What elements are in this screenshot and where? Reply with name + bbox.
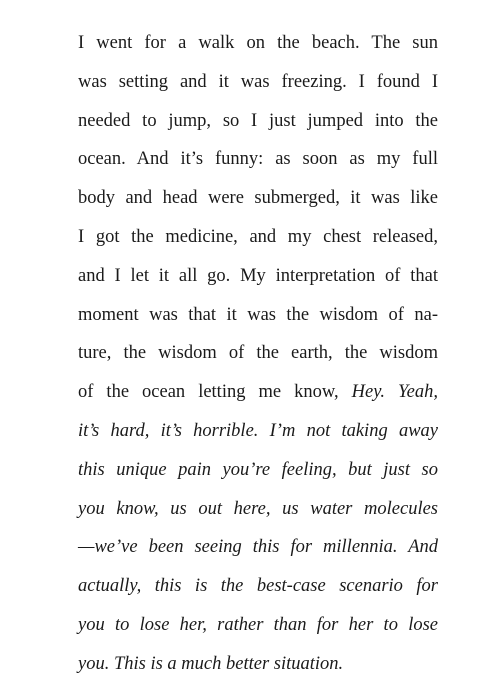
text-line	[78, 334, 438, 373]
roman-text: ture, the wisdom of the earth, the wisdom	[78, 343, 438, 364]
italic-text: actually, this is the best-case scenario for	[78, 576, 438, 597]
text-line	[78, 218, 438, 257]
italic-text: —we’ve been seeing this for millennia. And	[78, 537, 438, 558]
italic-text: you to lose her, rather than for her to lose	[78, 614, 438, 635]
text-line	[78, 606, 438, 645]
roman-text: I got the medicine, and my chest released,	[78, 226, 438, 247]
roman-text: needed to jump, so I just jumped into the	[78, 110, 438, 131]
text-line	[78, 257, 438, 296]
roman-text: moment was that it was the wisdom of na-	[78, 304, 438, 325]
text-line	[78, 140, 438, 179]
text-line	[78, 451, 438, 490]
italic-text: you know, us out here, us water molecules	[78, 498, 438, 519]
text-passage	[78, 24, 438, 684]
text-line	[78, 63, 438, 102]
roman-text: I went for a walk on the beach. The sun	[78, 33, 438, 53]
text-line-last	[78, 645, 438, 684]
text-line	[78, 412, 438, 451]
roman-text: body and head were submerged, it was like	[78, 188, 438, 209]
roman-text: and I let it all go. My interpretation of that	[78, 265, 438, 286]
roman-text: ocean. And it’s funny: as soon as my full	[78, 149, 438, 170]
text-line	[78, 528, 438, 567]
text-line	[78, 24, 438, 63]
italic-text: it’s hard, it’s horrible. I’m not taking away	[78, 420, 438, 441]
text-line	[78, 296, 438, 335]
roman-text: of the ocean letting me know,	[78, 382, 352, 403]
text-line	[78, 373, 438, 412]
text-line	[78, 102, 438, 141]
text-line	[78, 490, 438, 529]
text-line	[78, 567, 438, 606]
text-line	[78, 179, 438, 218]
roman-text: was setting and it was freezing. I found I	[78, 71, 438, 92]
italic-text: Hey. Yeah,	[351, 382, 438, 403]
italic-text: this unique pain you’re feeling, but just so	[78, 459, 438, 480]
italic-text: you. This is a much better situation.	[78, 653, 344, 674]
